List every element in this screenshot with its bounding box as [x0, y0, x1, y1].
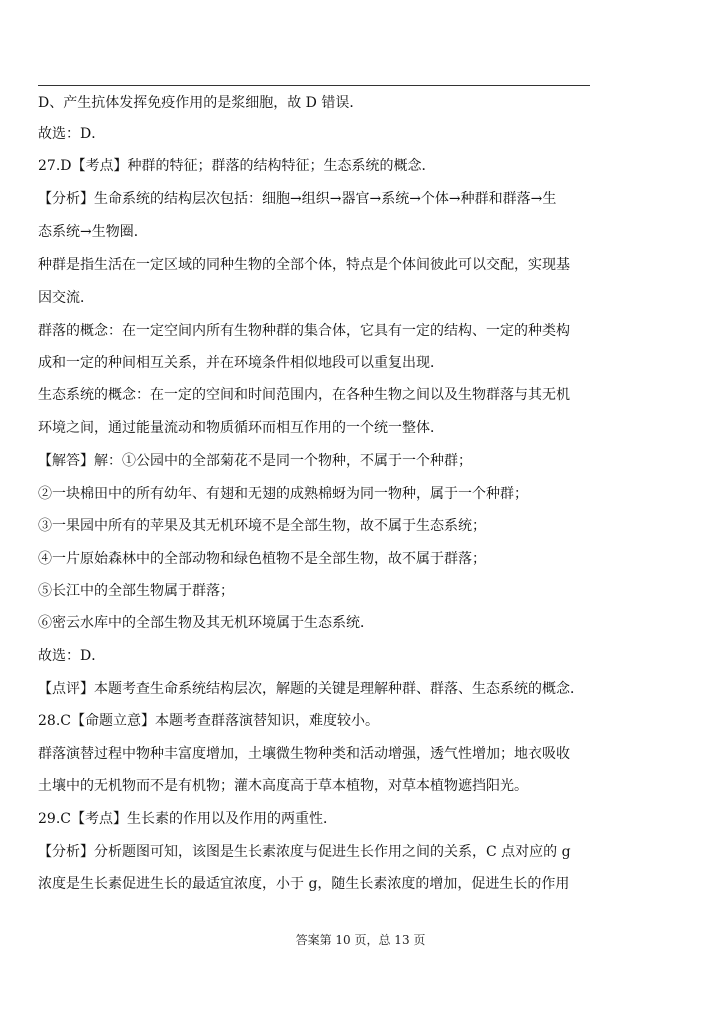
text-line: 群落演替过程中物种丰富度增加，土壤微生物种类和活动增强，透气性增加；地衣吸收	[38, 746, 570, 762]
text-line: 故选：D．	[38, 126, 106, 142]
text-line: 29.C【考点】生长素的作用以及作用的两重性．	[38, 811, 337, 827]
text-line: ⑤长江中的全部生物属于群落；	[38, 583, 234, 599]
text-line: 土壤中的无机物而不是有机物；灌木高度高于草本植物，对草本植物遮挡阳光。	[38, 778, 528, 794]
text-line: 28.C【命题立意】本题考查群落演替知识，难度较小。	[38, 713, 379, 729]
text-line: ④一片原始森林中的全部动物和绿色植物不是全部生物，故不属于群落；	[38, 551, 486, 567]
text-line: 态系统→生物圈．	[38, 224, 148, 240]
text-line: 群落的概念：在一定空间内所有生物种群的集合体，它具有一定的结构、一定的种类构	[38, 323, 570, 339]
text-line: 浓度是生长素促进生长的最适宜浓度，小于 g，随生长素浓度的增加，促进生长的作用	[38, 876, 570, 892]
text-line: ②一块棉田中的所有幼年、有翅和无翅的成熟棉蚜为同一物种，属于一个种群；	[38, 486, 528, 502]
header-rule	[38, 85, 590, 86]
text-line: ⑥密云水库中的全部生物及其无机环境属于生态系统．	[38, 615, 374, 631]
text-line: 种群是指生活在一定区域的同种生物的全部个体，特点是个体间彼此可以交配，实现基	[38, 257, 570, 273]
text-line: 【点评】本题考查生命系统结构层次，解题的关键是理解种群、群落、生态系统的概念．	[38, 681, 584, 697]
page-footer: 答案第 10 页，总 13 页	[295, 933, 426, 947]
text-line: ③一果园中所有的苹果及其无机环境不是全部生物，故不属于生态系统；	[38, 518, 486, 534]
text-line: 因交流．	[38, 290, 94, 306]
text-line: 生态系统的概念：在一定的空间和时间范围内，在各种生物之间以及生物群落与其无机	[38, 387, 570, 403]
text-line: 故选：D．	[38, 648, 106, 664]
text-line: 【分析】生命系统的结构层次包括：细胞→组织→器官→系统→个体→种群和群落→生	[38, 191, 557, 207]
text-line: 27.D【考点】种群的特征；群落的结构特征；生态系统的概念．	[38, 158, 436, 174]
text-line: D、产生抗体发挥免疫作用的是浆细胞，故 D 错误．	[38, 95, 364, 111]
text-line: 【解答】解：①公园中的全部菊花不是同一个物种，不属于一个种群；	[38, 453, 472, 469]
text-line: 【分析】分析题图可知，该图是生长素浓度与促进生长作用之间的关系，C 点对应的 g	[38, 844, 571, 860]
text-line: 成和一定的种间相互关系，并在环境条件相似地段可以重复出现．	[38, 355, 444, 371]
text-line: 环境之间，通过能量流动和物质循环而相互作用的一个统一整体．	[38, 420, 444, 436]
